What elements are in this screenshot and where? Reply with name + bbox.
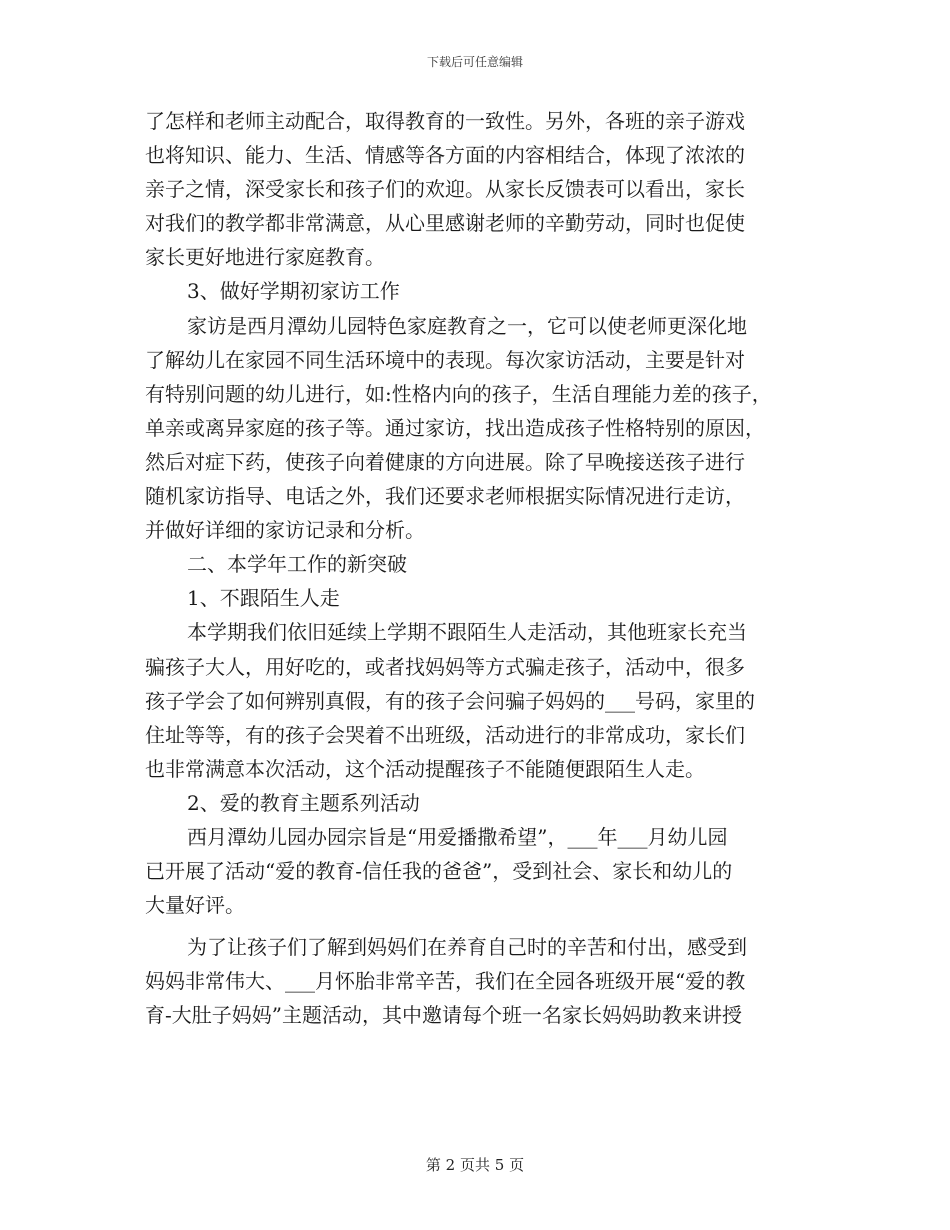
paragraph-gap [145,922,835,930]
paragraph [145,786,835,820]
text-line: 了怎样和老师主动配合，取得教育的一致性。另外，各班的亲子游戏 [145,109,745,133]
text-line: 家访是西月潭幼儿园特色家庭教育之一，它可以使老师更深化地 [187,313,747,338]
text-line: 孩子学会了如何辨别真假，有的孩子会问骗子妈妈的___号码，家里的 [145,688,755,713]
text-line: 育-大肚子妈妈”主题活动，其中邀请每个班一名家长妈妈助教来讲授 [145,1003,742,1028]
text-line: 对我们的教学都非常满意，从心里感谢老师的辛勤劳动，同时也促使 [145,211,745,236]
text-line: 1、不跟陌生人走 [187,586,340,611]
paragraph [145,615,835,785]
paragraph [145,309,835,548]
text-line: 二、本学年工作的新突破 [187,552,407,577]
text-line: 2、爱的教育主题系列活动 [187,790,420,815]
text-line: 骗孩子大人，用好吃的，或者找妈妈等方式骗走孩子，活动中，很多 [145,654,745,679]
text-line: 然后对症下药，使孩子向着健康的方向进展。除了早晚接送孩子进行 [145,449,745,474]
paragraph [145,930,835,1032]
text-line: 为了让孩子们了解到妈妈们在养育自己时的辛苦和付出，感受到 [187,935,747,960]
text-line: 也非常满意本次活动，这个活动提醒孩子不能随便跟陌生人走。 [145,756,705,781]
text-line: 3、做好学期初家访工作 [187,279,400,304]
paragraph [145,104,835,274]
paragraph [145,547,835,581]
paragraph [145,581,835,615]
text-line: 已开展了活动“爱的教育-信任我的爸爸”，受到社会、家长和幼儿的 [145,859,733,884]
text-line: 住址等等，有的孩子会哭着不出班级，活动进行的非常成功，家长们 [145,722,745,747]
text-line: 单亲或离异家庭的孩子等。通过家访，找出造成孩子性格特别的原因， [145,415,765,440]
paragraph [145,820,835,922]
text-line: 亲子之情，深受家长和孩子们的欢迎。从家长反馈表可以看出，家长 [145,177,745,202]
paragraph [145,274,835,308]
text-line: 有特别问题的幼儿进行，如:性格内向的孩子，生活自理能力差的孩子， [145,381,772,406]
page-header: 下载后可任意编辑 [426,55,523,69]
text-line: 并做好详细的家访记录和分析。 [145,518,425,543]
document-body [145,104,835,1033]
text-line: 家长更好地进行家庭教育。 [145,245,385,270]
page-footer: 第 2 页共 5 页 [425,1156,525,1174]
text-line: 随机家访指导、电话之外，我们还要求老师根据实际情况进行走访， [145,484,745,509]
text-line: 了解幼儿在家园不同生活环境中的表现。每次家访活动，主要是针对 [145,347,745,372]
text-line: 本学期我们依旧延续上学期不跟陌生人走活动，其他班家长充当 [187,620,747,645]
text-line: 妈妈非常伟大、___月怀胎非常辛苦，我们在全园各班级开展“爱的教 [145,969,746,994]
text-line: 西月潭幼儿园办园宗旨是“用爱播撒希望”，___年___月幼儿园 [187,824,728,849]
text-line: 大量好评。 [145,893,245,918]
text-line: 也将知识、能力、生活、情感等各方面的内容相结合，体现了浓浓的 [145,143,745,168]
